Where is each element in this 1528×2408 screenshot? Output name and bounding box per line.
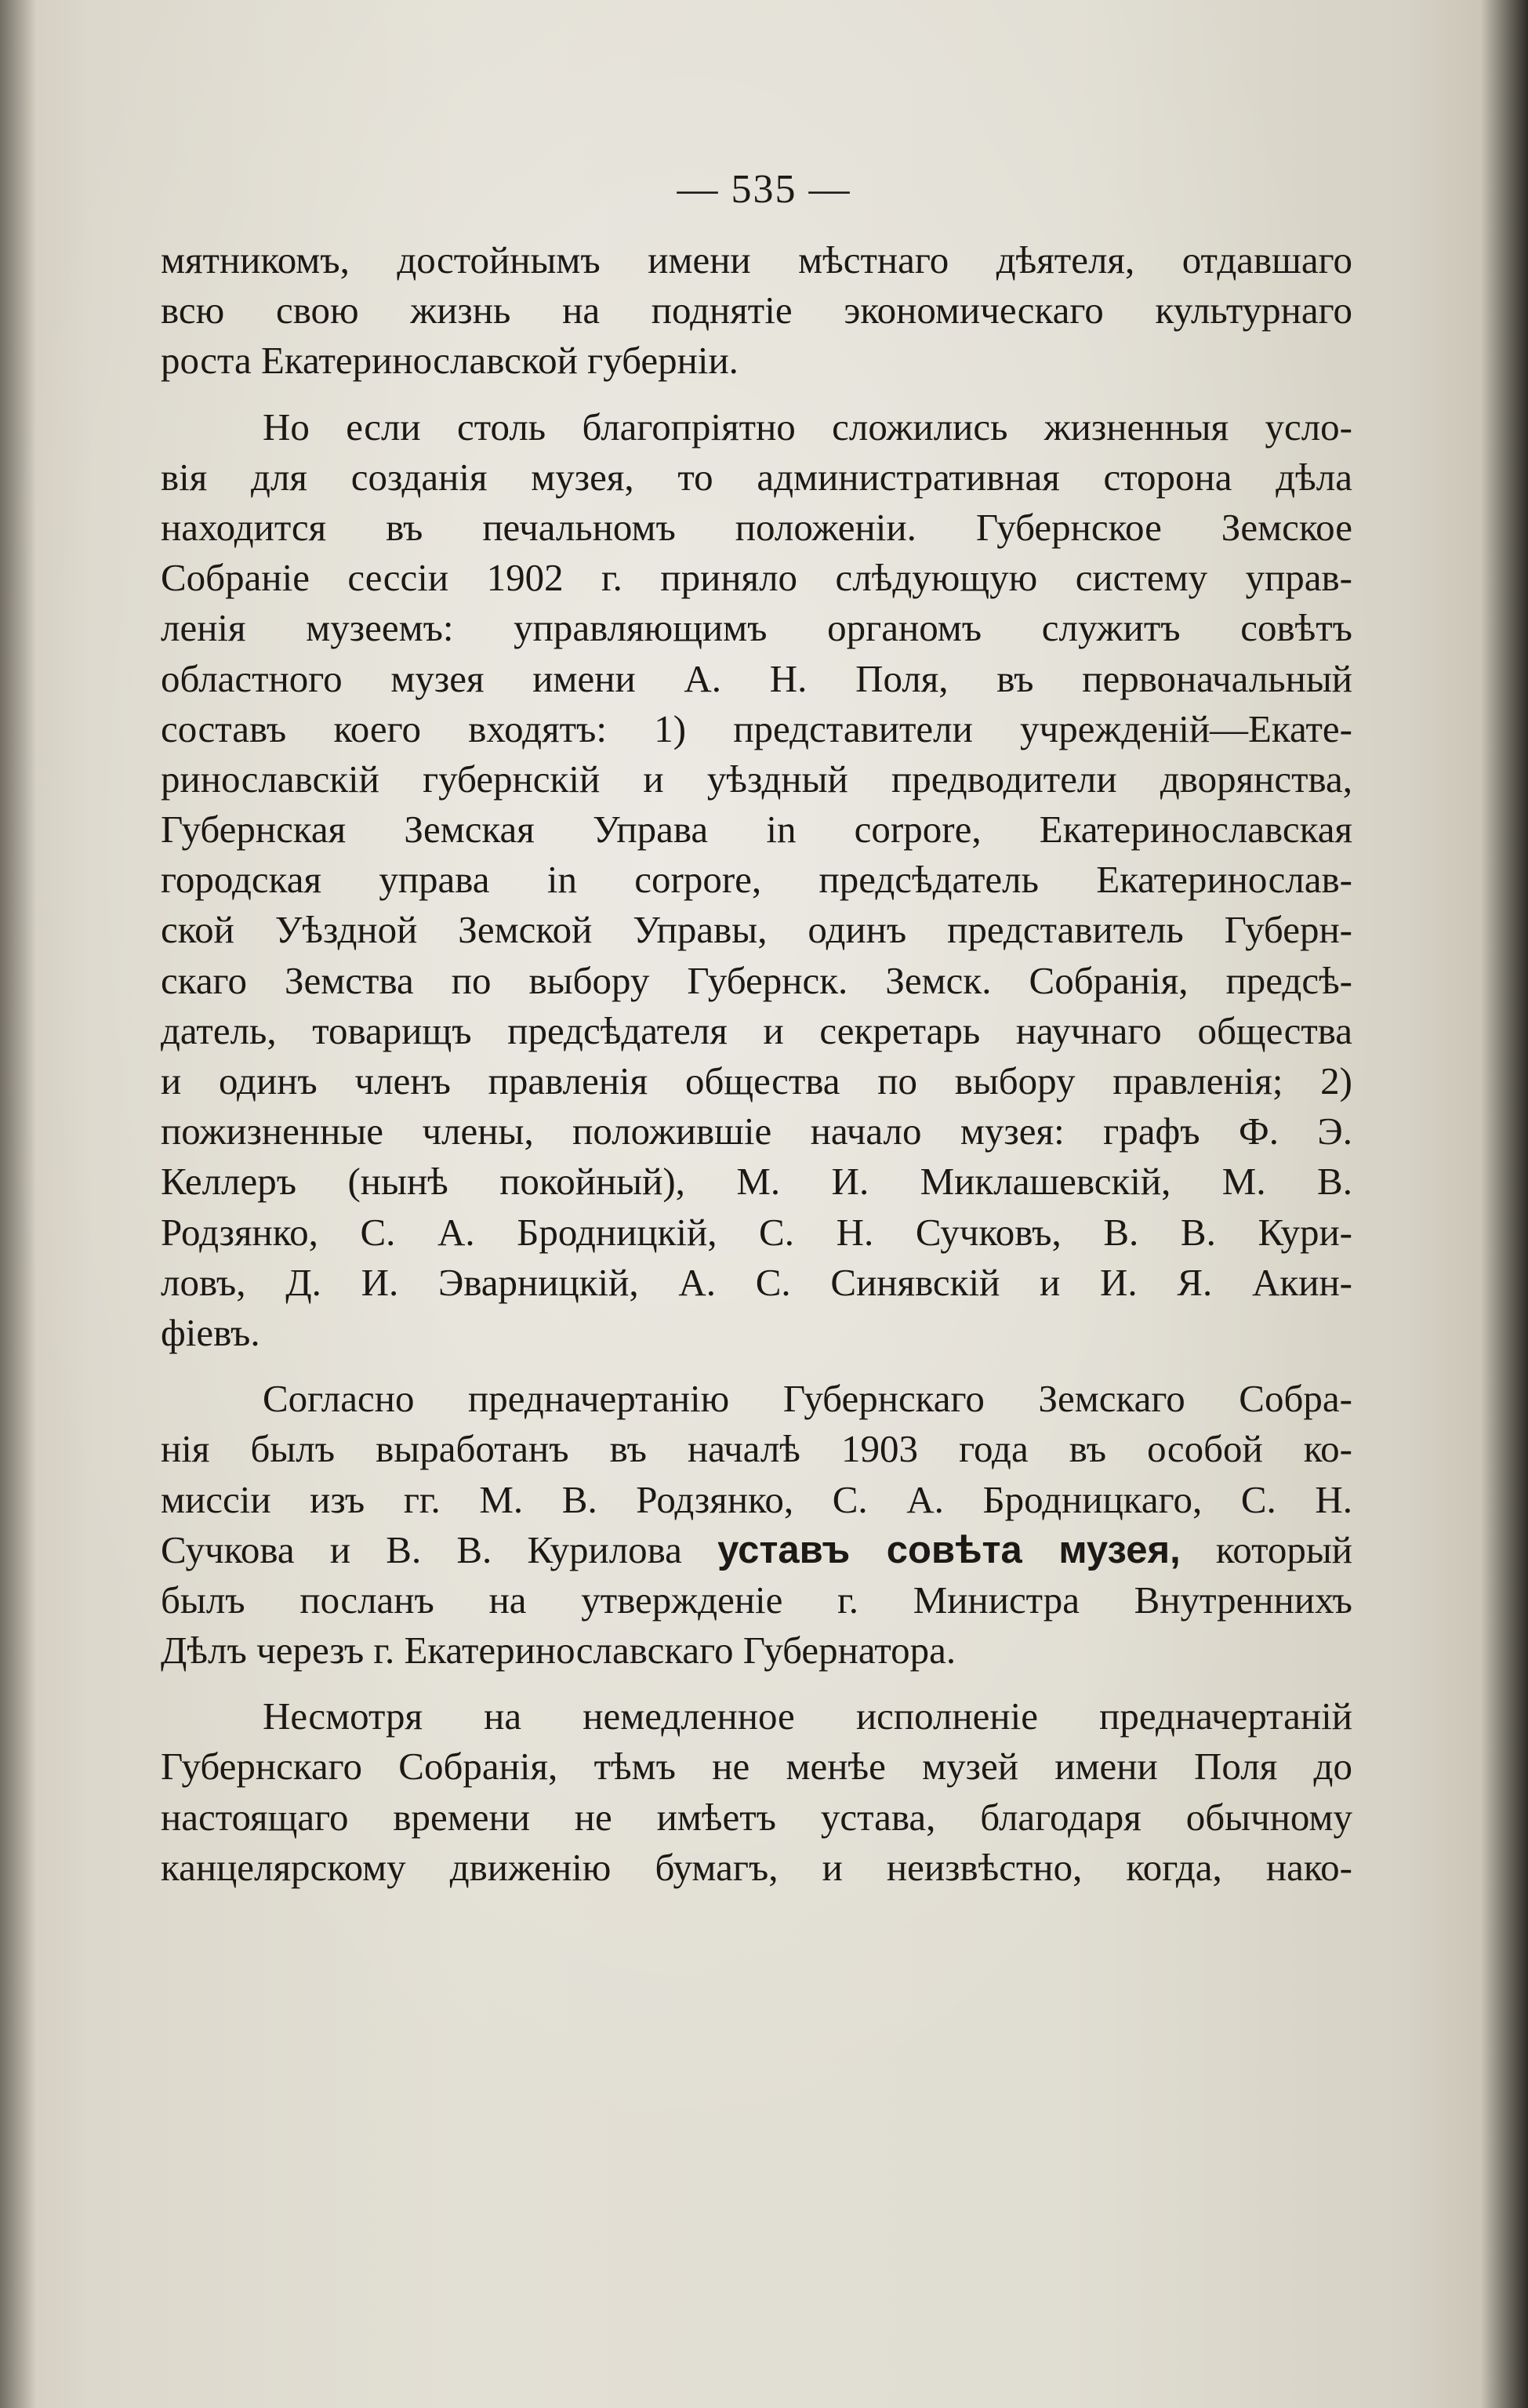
body-text bbox=[161, 235, 1352, 1909]
text-line: настоящаго времени не имѣетъ устава, благодаря обычному bbox=[161, 1795, 1352, 1839]
text-line: Родзянко, С. А. Бродницкій, С. Н. Сучковъ, В. В. Кури- bbox=[161, 1210, 1352, 1254]
text-line: Несмотря на немедленное исполненіе предначертаній bbox=[263, 1694, 1352, 1738]
text-line: Согласно предначертанію Губернскаго Земскаго Собра- bbox=[263, 1377, 1352, 1421]
text-line: ской Уѣздной Земской Управы, одинъ представитель Губерн- bbox=[161, 908, 1352, 952]
page-binding-shadow bbox=[0, 0, 36, 2408]
text-line: ринославскій губернскій и уѣздный предводители дворянства, bbox=[161, 757, 1352, 801]
page-number: — 535 — bbox=[677, 167, 851, 212]
text-line: былъ посланъ на утвержденіе г. Министра Внутреннихъ bbox=[161, 1578, 1352, 1622]
text-line: и одинъ членъ правленія общества по выбору правленія; 2) bbox=[161, 1059, 1352, 1102]
text-line: находится въ печальномъ положеніи. Губернское Земское bbox=[161, 505, 1352, 549]
page-edge-shadow bbox=[1481, 0, 1528, 2408]
text-line: пожизненные члены, положившіе начало музея: графъ Ф. Э. bbox=[161, 1110, 1352, 1153]
text-line: канцелярскому движенію бумагъ, и неизвѣстно, когда, нако- bbox=[161, 1845, 1352, 1889]
text-line: вія для созданія музея, то административная сторона дѣла bbox=[161, 455, 1352, 499]
text-line: ленія музеемъ: управляющимъ органомъ служитъ совѣтъ bbox=[161, 606, 1352, 650]
text-line: мятникомъ, достойнымъ имени мѣстнаго дѣятеля, отдавшаго bbox=[161, 238, 1352, 281]
paragraph-2 bbox=[161, 402, 1352, 1359]
text-segment: Сучкова и В. В. Курилова bbox=[161, 1527, 682, 1571]
bold-phrase: уставъ совѣта музея, bbox=[717, 1528, 1181, 1571]
text-line: составъ коего входятъ: 1) представители учрежденій—Екате- bbox=[161, 706, 1352, 750]
text-line-with-bold bbox=[161, 1525, 1352, 1575]
text-line: роста Екатеринославской губерніи. bbox=[161, 339, 739, 383]
paragraph-1 bbox=[161, 235, 1352, 387]
text-line: ловъ, Д. И. Эварницкій, А. С. Синявскій и И. Я. Акин- bbox=[161, 1260, 1352, 1304]
text-line: Дѣлъ черезъ г. Екатеринославскаго Губернатора. bbox=[161, 1629, 956, 1673]
text-line: всю свою жизнь на поднятіе экономическаго культурнаго bbox=[161, 289, 1352, 332]
text-line: Собраніе сессіи 1902 г. приняло слѣдующую систему управ- bbox=[161, 556, 1352, 600]
text-line: Губернская Земская Управа in corpore, Екатеринославская bbox=[161, 808, 1352, 852]
text-line: городская управа in corpore, предсѣдатель Екатеринослав- bbox=[161, 858, 1352, 902]
text-line: датель, товарищъ предсѣдателя и секретарь научнаго общества bbox=[161, 1008, 1352, 1052]
text-line: Но если столь благопріятно сложились жизненныя усло- bbox=[263, 405, 1352, 449]
text-line: скаго Земства по выбору Губернск. Земск. Собранія, предсѣ- bbox=[161, 958, 1352, 1002]
text-line: нія былъ выработанъ въ началѣ 1903 года въ особой ко- bbox=[161, 1427, 1352, 1471]
text-line: Келлеръ (нынѣ покойный), М. И. Миклашевскій, М. В. bbox=[161, 1160, 1352, 1204]
text-line: миссіи изъ гг. М. В. Родзянко, С. А. Бродницкаго, С. Н. bbox=[161, 1477, 1352, 1521]
text-line: фіевъ. bbox=[161, 1310, 260, 1354]
text-line: Губернскаго Собранія, тѣмъ не менѣе музей имени Поля до bbox=[161, 1745, 1352, 1789]
paragraph-3 bbox=[161, 1374, 1352, 1676]
text-line: областного музея имени А. Н. Поля, въ первоначальный bbox=[161, 656, 1352, 700]
paragraph-4 bbox=[161, 1691, 1352, 1893]
text-segment: который bbox=[1215, 1527, 1352, 1571]
